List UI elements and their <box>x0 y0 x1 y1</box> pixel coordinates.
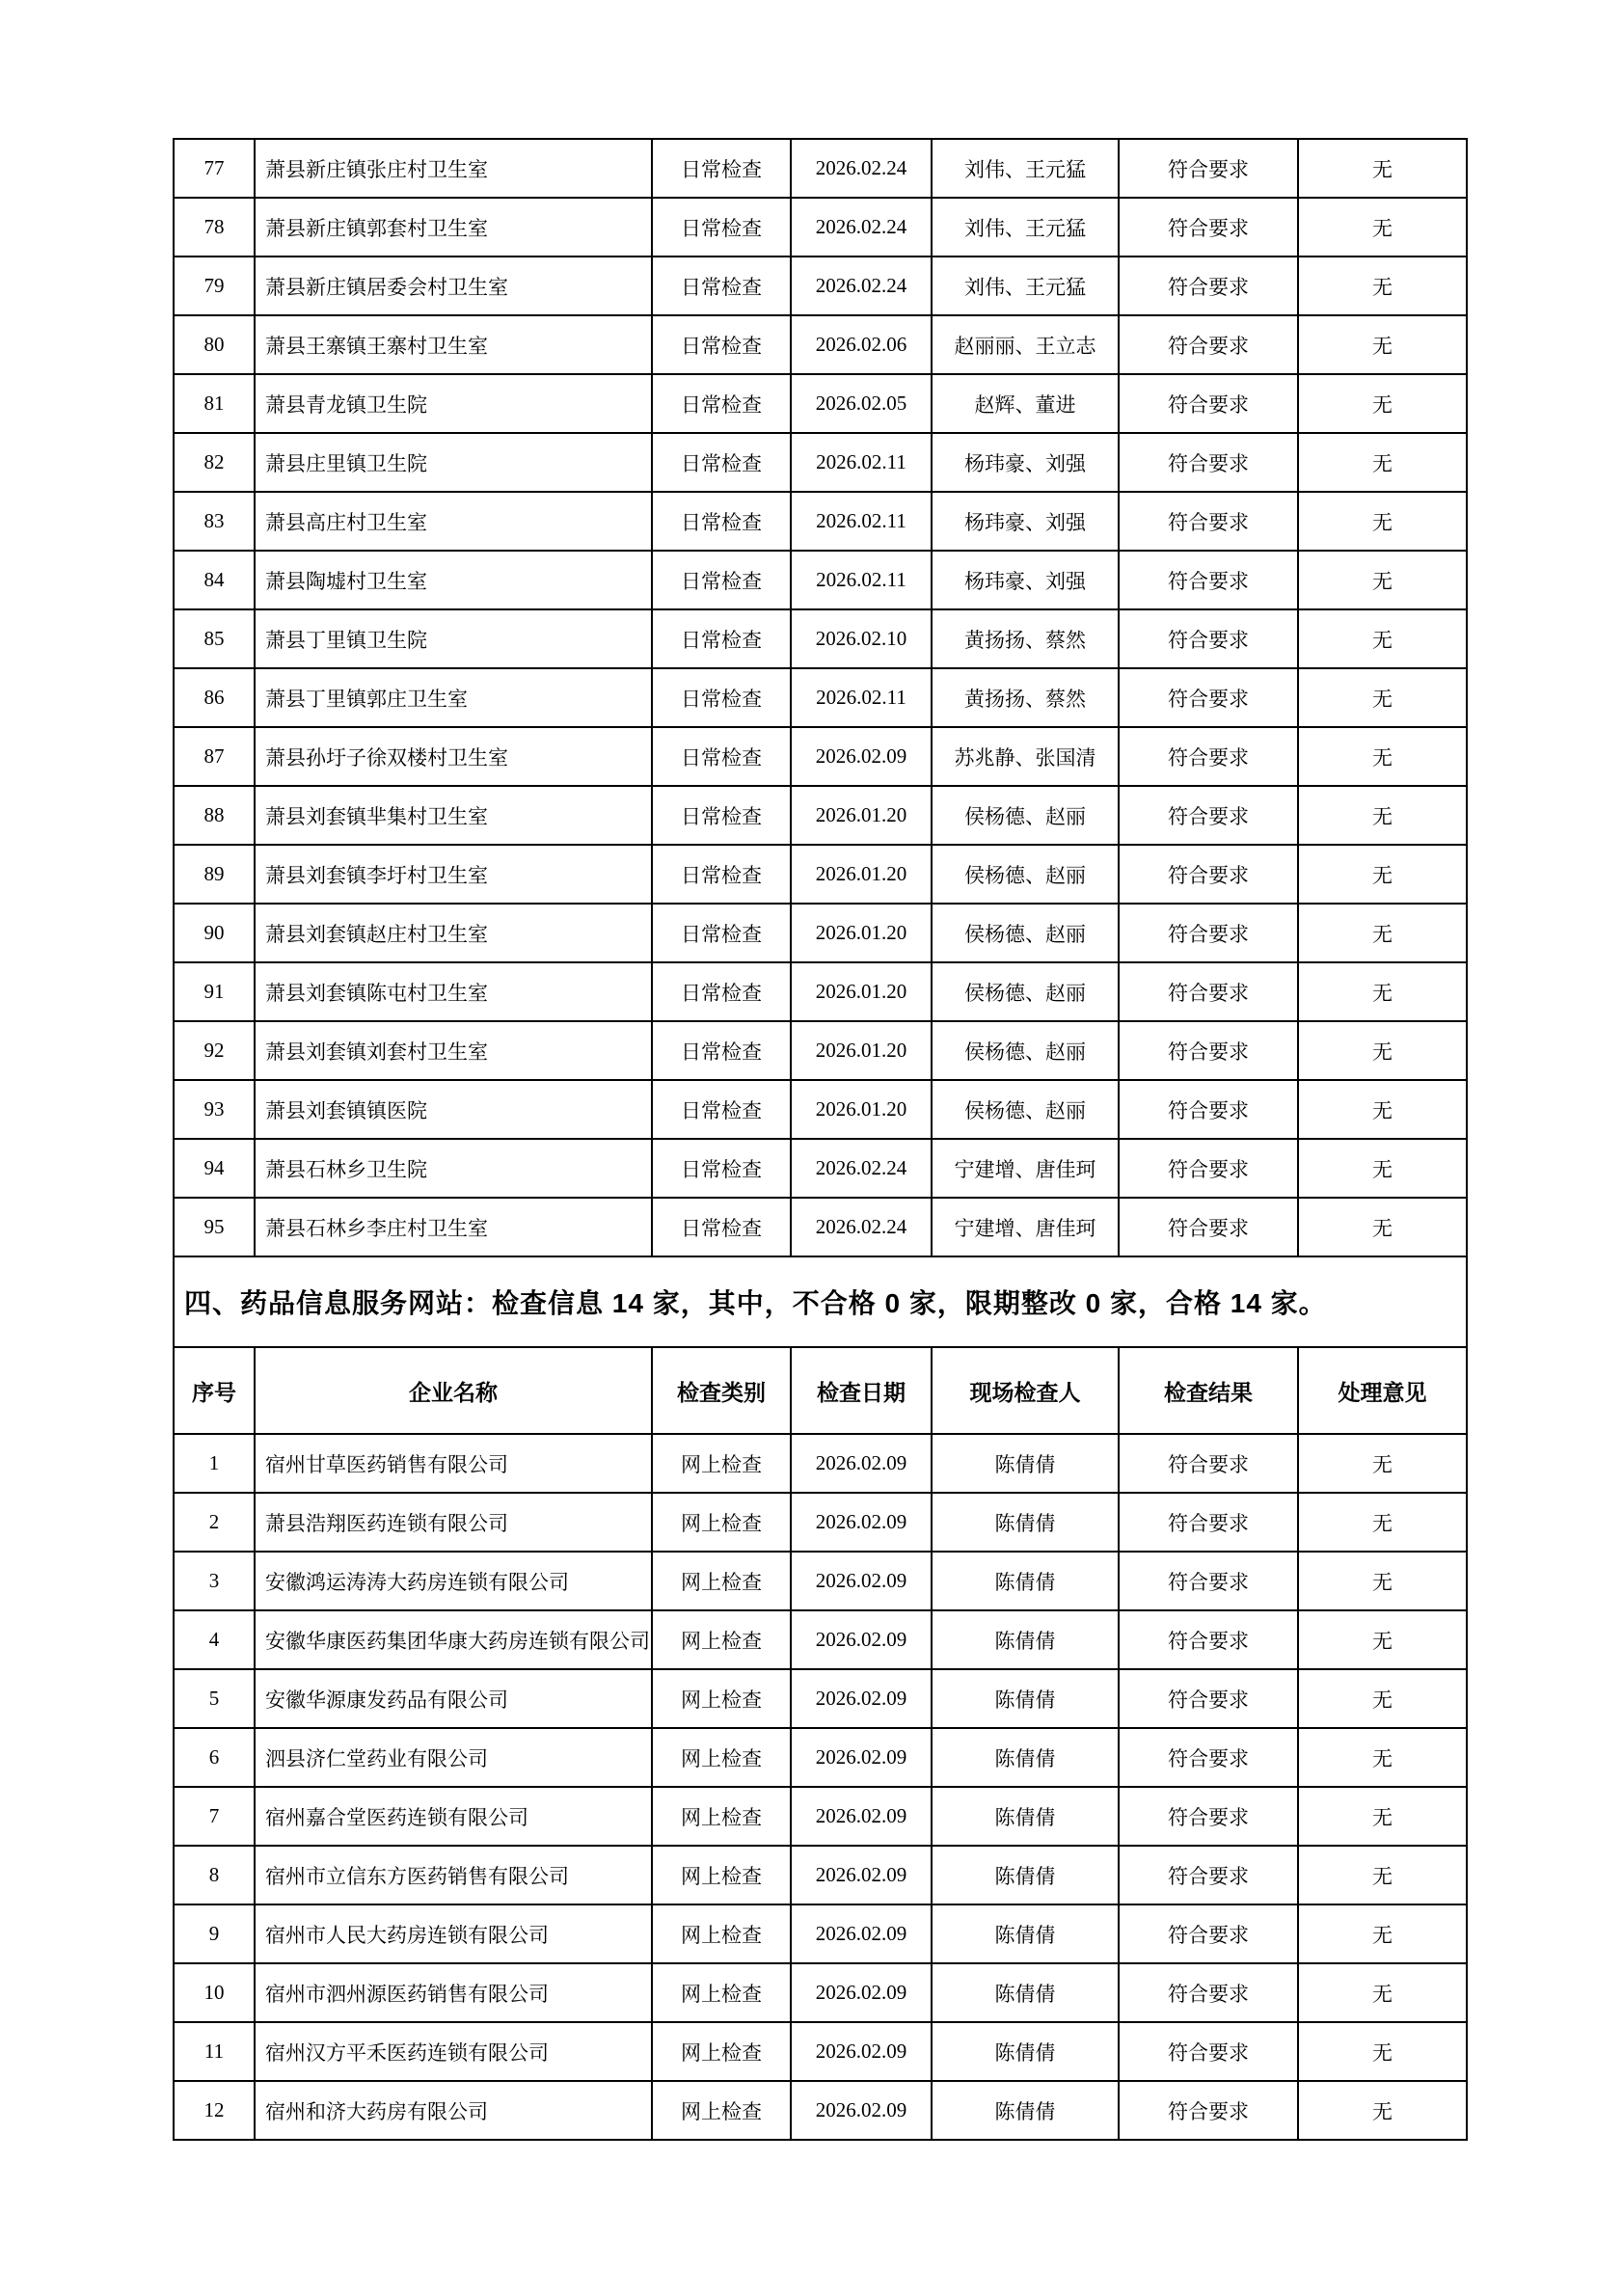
table-row <box>174 433 1467 492</box>
table-row <box>174 315 1467 374</box>
cell-inspection-date: 2026.02.11 <box>791 433 932 492</box>
cell-inspection-result: 符合要求 <box>1119 433 1298 492</box>
cell-serial-number: 80 <box>174 315 255 374</box>
cell-handling-opinion: 无 <box>1298 1552 1467 1610</box>
cell-serial-number: 92 <box>174 1021 255 1080</box>
cell-inspection-result: 符合要求 <box>1119 1434 1298 1493</box>
cell-inspection-result: 符合要求 <box>1119 845 1298 904</box>
cell-inspection-type: 日常检查 <box>652 492 791 551</box>
cell-inspection-type: 日常检查 <box>652 727 791 786</box>
header-inspection-date: 检查日期 <box>791 1347 932 1434</box>
cell-serial-number: 83 <box>174 492 255 551</box>
header-inspectors: 现场检查人 <box>932 1347 1119 1434</box>
cell-company-name: 萧县浩翔医药连锁有限公司 <box>255 1493 652 1552</box>
cell-inspection-type: 日常检查 <box>652 786 791 845</box>
table-row <box>174 962 1467 1021</box>
cell-inspectors: 刘伟、王元猛 <box>932 139 1119 198</box>
cell-inspection-date: 2026.02.09 <box>791 1552 932 1610</box>
cell-inspection-type: 日常检查 <box>652 551 791 609</box>
cell-inspection-date: 2026.01.20 <box>791 1080 932 1139</box>
cell-handling-opinion: 无 <box>1298 1963 1467 2022</box>
cell-handling-opinion: 无 <box>1298 1021 1467 1080</box>
cell-handling-opinion: 无 <box>1298 1080 1467 1139</box>
cell-inspectors: 陈倩倩 <box>932 1669 1119 1728</box>
cell-handling-opinion: 无 <box>1298 727 1467 786</box>
cell-inspection-result: 符合要求 <box>1119 2081 1298 2140</box>
cell-inspection-type: 日常检查 <box>652 1139 791 1198</box>
cell-inspection-date: 2026.02.11 <box>791 551 932 609</box>
table-row <box>174 1846 1467 1904</box>
cell-serial-number: 8 <box>174 1846 255 1904</box>
cell-inspection-result: 符合要求 <box>1119 1610 1298 1669</box>
cell-inspectors: 杨玮豪、刘强 <box>932 492 1119 551</box>
cell-inspectors: 杨玮豪、刘强 <box>932 433 1119 492</box>
cell-inspectors: 刘伟、王元猛 <box>932 198 1119 257</box>
cell-inspection-date: 2026.02.09 <box>791 2081 932 2140</box>
cell-serial-number: 89 <box>174 845 255 904</box>
cell-serial-number: 2 <box>174 1493 255 1552</box>
cell-handling-opinion: 无 <box>1298 257 1467 315</box>
cell-inspection-type: 日常检查 <box>652 1021 791 1080</box>
cell-inspection-date: 2026.02.09 <box>791 1904 932 1963</box>
cell-company-name: 宿州市泗州源医药销售有限公司 <box>255 1963 652 2022</box>
table-row <box>174 1139 1467 1198</box>
cell-handling-opinion: 无 <box>1298 1728 1467 1787</box>
cell-serial-number: 94 <box>174 1139 255 1198</box>
cell-serial-number: 85 <box>174 609 255 668</box>
cell-inspection-date: 2026.02.09 <box>791 1493 932 1552</box>
cell-handling-opinion: 无 <box>1298 1787 1467 1846</box>
cell-inspectors: 杨玮豪、刘强 <box>932 551 1119 609</box>
table-row <box>174 1610 1467 1669</box>
cell-inspectors: 苏兆静、张国清 <box>932 727 1119 786</box>
cell-serial-number: 10 <box>174 1963 255 2022</box>
cell-inspection-type: 网上检查 <box>652 1787 791 1846</box>
cell-inspection-date: 2026.02.09 <box>791 1669 932 1728</box>
cell-inspection-type: 日常检查 <box>652 962 791 1021</box>
cell-handling-opinion: 无 <box>1298 2022 1467 2081</box>
cell-inspection-type: 网上检查 <box>652 1904 791 1963</box>
cell-serial-number: 82 <box>174 433 255 492</box>
cell-inspection-result: 符合要求 <box>1119 904 1298 962</box>
cell-serial-number: 3 <box>174 1552 255 1610</box>
cell-inspection-type: 网上检查 <box>652 1552 791 1610</box>
cell-inspection-type: 日常检查 <box>652 433 791 492</box>
cell-company-name: 安徽鸿运涛涛大药房连锁有限公司 <box>255 1552 652 1610</box>
inspection-table <box>173 138 1468 2141</box>
cell-company-name: 萧县石林乡卫生院 <box>255 1139 652 1198</box>
cell-company-name: 萧县石林乡李庄村卫生室 <box>255 1198 652 1256</box>
cell-company-name: 萧县高庄村卫生室 <box>255 492 652 551</box>
cell-handling-opinion: 无 <box>1298 609 1467 668</box>
header-handling-opinion: 处理意见 <box>1298 1347 1467 1434</box>
cell-company-name: 萧县刘套镇刘套村卫生室 <box>255 1021 652 1080</box>
table-row <box>174 374 1467 433</box>
cell-company-name: 宿州市立信东方医药销售有限公司 <box>255 1846 652 1904</box>
cell-inspection-type: 日常检查 <box>652 374 791 433</box>
cell-serial-number: 81 <box>174 374 255 433</box>
cell-company-name: 萧县丁里镇卫生院 <box>255 609 652 668</box>
cell-inspectors: 陈倩倩 <box>932 1552 1119 1610</box>
cell-handling-opinion: 无 <box>1298 1139 1467 1198</box>
cell-serial-number: 77 <box>174 139 255 198</box>
cell-inspectors: 陈倩倩 <box>932 1728 1119 1787</box>
cell-serial-number: 84 <box>174 551 255 609</box>
cell-inspection-date: 2026.02.24 <box>791 1198 932 1256</box>
table-row <box>174 2081 1467 2140</box>
cell-company-name: 宿州嘉合堂医药连锁有限公司 <box>255 1787 652 1846</box>
cell-inspectors: 黄扬扬、蔡然 <box>932 609 1119 668</box>
table-row <box>174 1963 1467 2022</box>
cell-inspection-type: 日常检查 <box>652 1198 791 1256</box>
cell-handling-opinion: 无 <box>1298 962 1467 1021</box>
cell-inspectors: 刘伟、王元猛 <box>932 257 1119 315</box>
cell-inspection-type: 网上检查 <box>652 1493 791 1552</box>
table-row <box>174 1787 1467 1846</box>
cell-serial-number: 95 <box>174 1198 255 1256</box>
cell-inspection-result: 符合要求 <box>1119 1904 1298 1963</box>
cell-inspection-result: 符合要求 <box>1119 139 1298 198</box>
header-company-name: 企业名称 <box>255 1347 652 1434</box>
cell-inspectors: 陈倩倩 <box>932 1434 1119 1493</box>
cell-inspection-result: 符合要求 <box>1119 198 1298 257</box>
cell-handling-opinion: 无 <box>1298 845 1467 904</box>
cell-handling-opinion: 无 <box>1298 786 1467 845</box>
cell-inspectors: 侯杨德、赵丽 <box>932 1080 1119 1139</box>
cell-handling-opinion: 无 <box>1298 198 1467 257</box>
cell-inspection-result: 符合要求 <box>1119 315 1298 374</box>
cell-inspection-date: 2026.02.11 <box>791 668 932 727</box>
cell-serial-number: 90 <box>174 904 255 962</box>
cell-inspectors: 陈倩倩 <box>932 1904 1119 1963</box>
cell-company-name: 萧县丁里镇郭庄卫生室 <box>255 668 652 727</box>
cell-inspection-date: 2026.02.24 <box>791 139 932 198</box>
cell-inspection-result: 符合要求 <box>1119 727 1298 786</box>
cell-serial-number: 12 <box>174 2081 255 2140</box>
cell-inspection-date: 2026.01.20 <box>791 904 932 962</box>
cell-inspection-date: 2026.02.24 <box>791 1139 932 1198</box>
cell-inspection-type: 日常检查 <box>652 668 791 727</box>
cell-serial-number: 1 <box>174 1434 255 1493</box>
table-row <box>174 1904 1467 1963</box>
cell-company-name: 宿州市人民大药房连锁有限公司 <box>255 1904 652 1963</box>
cell-serial-number: 87 <box>174 727 255 786</box>
cell-inspection-date: 2026.02.09 <box>791 1787 932 1846</box>
cell-handling-opinion: 无 <box>1298 492 1467 551</box>
cell-company-name: 萧县青龙镇卫生院 <box>255 374 652 433</box>
section-heading-row <box>174 1256 1467 1347</box>
table-row <box>174 1021 1467 1080</box>
cell-inspectors: 陈倩倩 <box>932 1963 1119 2022</box>
cell-inspectors: 陈倩倩 <box>932 1787 1119 1846</box>
cell-inspection-date: 2026.01.20 <box>791 786 932 845</box>
cell-inspectors: 陈倩倩 <box>932 1610 1119 1669</box>
cell-handling-opinion: 无 <box>1298 551 1467 609</box>
cell-inspectors: 侯杨德、赵丽 <box>932 845 1119 904</box>
table-row <box>174 845 1467 904</box>
cell-serial-number: 91 <box>174 962 255 1021</box>
cell-inspection-result: 符合要求 <box>1119 1787 1298 1846</box>
cell-serial-number: 6 <box>174 1728 255 1787</box>
cell-inspection-date: 2026.02.09 <box>791 1728 932 1787</box>
cell-inspection-date: 2026.02.09 <box>791 2022 932 2081</box>
cell-company-name: 萧县孙圩子徐双楼村卫生室 <box>255 727 652 786</box>
cell-inspection-date: 2026.02.11 <box>791 492 932 551</box>
cell-inspection-date: 2026.02.09 <box>791 1846 932 1904</box>
cell-company-name: 宿州和济大药房有限公司 <box>255 2081 652 2140</box>
cell-inspection-type: 日常检查 <box>652 257 791 315</box>
cell-handling-opinion: 无 <box>1298 1198 1467 1256</box>
cell-company-name: 萧县陶墟村卫生室 <box>255 551 652 609</box>
cell-inspection-result: 符合要求 <box>1119 374 1298 433</box>
cell-inspection-type: 日常检查 <box>652 139 791 198</box>
cell-inspectors: 宁建增、唐佳珂 <box>932 1198 1119 1256</box>
cell-inspection-date: 2026.02.05 <box>791 374 932 433</box>
cell-company-name: 萧县新庄镇张庄村卫生室 <box>255 139 652 198</box>
cell-inspection-date: 2026.02.09 <box>791 1610 932 1669</box>
cell-handling-opinion: 无 <box>1298 668 1467 727</box>
cell-inspection-type: 日常检查 <box>652 315 791 374</box>
cell-company-name: 萧县刘套镇李圩村卫生室 <box>255 845 652 904</box>
cell-inspection-result: 符合要求 <box>1119 1728 1298 1787</box>
cell-company-name: 萧县刘套镇芈集村卫生室 <box>255 786 652 845</box>
table-row <box>174 1198 1467 1256</box>
header-serial-number: 序号 <box>174 1347 255 1434</box>
cell-inspectors: 陈倩倩 <box>932 2022 1119 2081</box>
table-row <box>174 2022 1467 2081</box>
cell-inspection-type: 网上检查 <box>652 2022 791 2081</box>
header-inspection-result: 检查结果 <box>1119 1347 1298 1434</box>
cell-serial-number: 79 <box>174 257 255 315</box>
cell-handling-opinion: 无 <box>1298 904 1467 962</box>
cell-inspection-result: 符合要求 <box>1119 668 1298 727</box>
cell-serial-number: 11 <box>174 2022 255 2081</box>
table2-header-row <box>174 1347 1467 1434</box>
cell-handling-opinion: 无 <box>1298 315 1467 374</box>
table-row <box>174 1669 1467 1728</box>
section-and-header <box>174 1256 1467 1434</box>
cell-handling-opinion: 无 <box>1298 2081 1467 2140</box>
cell-inspectors: 黄扬扬、蔡然 <box>932 668 1119 727</box>
cell-inspection-result: 符合要求 <box>1119 551 1298 609</box>
table-row <box>174 1434 1467 1493</box>
cell-inspection-result: 符合要求 <box>1119 2022 1298 2081</box>
cell-serial-number: 86 <box>174 668 255 727</box>
cell-inspection-result: 符合要求 <box>1119 1552 1298 1610</box>
cell-handling-opinion: 无 <box>1298 433 1467 492</box>
table1-body <box>174 139 1467 1256</box>
table-row <box>174 257 1467 315</box>
cell-serial-number: 7 <box>174 1787 255 1846</box>
header-inspection-type: 检查类别 <box>652 1347 791 1434</box>
cell-inspection-result: 符合要求 <box>1119 1963 1298 2022</box>
cell-inspection-date: 2026.02.06 <box>791 315 932 374</box>
cell-inspection-result: 符合要求 <box>1119 962 1298 1021</box>
table-row <box>174 1728 1467 1787</box>
cell-inspection-date: 2026.02.09 <box>791 1963 932 2022</box>
cell-company-name: 萧县刘套镇陈屯村卫生室 <box>255 962 652 1021</box>
cell-company-name: 萧县刘套镇镇医院 <box>255 1080 652 1139</box>
cell-inspection-result: 符合要求 <box>1119 1846 1298 1904</box>
cell-handling-opinion: 无 <box>1298 139 1467 198</box>
table-row <box>174 904 1467 962</box>
cell-handling-opinion: 无 <box>1298 1846 1467 1904</box>
cell-inspection-result: 符合要求 <box>1119 1493 1298 1552</box>
cell-handling-opinion: 无 <box>1298 1610 1467 1669</box>
table-row <box>174 786 1467 845</box>
cell-serial-number: 88 <box>174 786 255 845</box>
cell-inspection-type: 网上检查 <box>652 2081 791 2140</box>
cell-inspectors: 陈倩倩 <box>932 2081 1119 2140</box>
cell-inspectors: 陈倩倩 <box>932 1493 1119 1552</box>
cell-inspectors: 侯杨德、赵丽 <box>932 904 1119 962</box>
cell-inspection-result: 符合要求 <box>1119 1021 1298 1080</box>
cell-company-name: 萧县庄里镇卫生院 <box>255 433 652 492</box>
cell-inspection-date: 2026.02.24 <box>791 257 932 315</box>
cell-inspection-type: 网上检查 <box>652 1963 791 2022</box>
cell-company-name: 萧县新庄镇居委会村卫生室 <box>255 257 652 315</box>
table-row <box>174 139 1467 198</box>
table-row <box>174 492 1467 551</box>
cell-company-name: 宿州汉方平禾医药连锁有限公司 <box>255 2022 652 2081</box>
cell-company-name: 泗县济仁堂药业有限公司 <box>255 1728 652 1787</box>
cell-inspection-type: 网上检查 <box>652 1434 791 1493</box>
cell-inspection-result: 符合要求 <box>1119 257 1298 315</box>
cell-inspection-date: 2026.01.20 <box>791 962 932 1021</box>
cell-handling-opinion: 无 <box>1298 1669 1467 1728</box>
cell-inspectors: 宁建增、唐佳珂 <box>932 1139 1119 1198</box>
cell-inspection-result: 符合要求 <box>1119 786 1298 845</box>
table-row <box>174 609 1467 668</box>
cell-inspection-type: 日常检查 <box>652 904 791 962</box>
cell-inspection-type: 网上检查 <box>652 1728 791 1787</box>
cell-inspection-type: 日常检查 <box>652 1080 791 1139</box>
table-row <box>174 727 1467 786</box>
cell-inspection-date: 2026.01.20 <box>791 1021 932 1080</box>
cell-serial-number: 9 <box>174 1904 255 1963</box>
cell-inspection-result: 符合要求 <box>1119 1669 1298 1728</box>
table2-body <box>174 1434 1467 2140</box>
cell-inspection-type: 日常检查 <box>652 198 791 257</box>
cell-inspection-date: 2026.02.09 <box>791 727 932 786</box>
cell-company-name: 宿州甘草医药销售有限公司 <box>255 1434 652 1493</box>
cell-company-name: 萧县刘套镇赵庄村卫生室 <box>255 904 652 962</box>
cell-inspection-result: 符合要求 <box>1119 492 1298 551</box>
cell-inspection-date: 2026.02.10 <box>791 609 932 668</box>
cell-serial-number: 78 <box>174 198 255 257</box>
cell-inspectors: 侯杨德、赵丽 <box>932 962 1119 1021</box>
cell-inspectors: 侯杨德、赵丽 <box>932 786 1119 845</box>
cell-inspection-result: 符合要求 <box>1119 1139 1298 1198</box>
cell-inspectors: 侯杨德、赵丽 <box>932 1021 1119 1080</box>
table-row <box>174 668 1467 727</box>
cell-inspection-type: 网上检查 <box>652 1610 791 1669</box>
cell-inspection-date: 2026.02.09 <box>791 1434 932 1493</box>
cell-inspection-result: 符合要求 <box>1119 1080 1298 1139</box>
cell-inspection-type: 网上检查 <box>652 1669 791 1728</box>
cell-inspection-date: 2026.02.24 <box>791 198 932 257</box>
cell-inspection-date: 2026.01.20 <box>791 845 932 904</box>
cell-inspection-type: 网上检查 <box>652 1846 791 1904</box>
cell-inspection-type: 日常检查 <box>652 845 791 904</box>
cell-inspection-result: 符合要求 <box>1119 1198 1298 1256</box>
cell-handling-opinion: 无 <box>1298 1904 1467 1963</box>
cell-company-name: 萧县王寨镇王寨村卫生室 <box>255 315 652 374</box>
cell-handling-opinion: 无 <box>1298 1434 1467 1493</box>
cell-company-name: 萧县新庄镇郭套村卫生室 <box>255 198 652 257</box>
table-row <box>174 1552 1467 1610</box>
table-row <box>174 198 1467 257</box>
cell-inspectors: 赵辉、董进 <box>932 374 1119 433</box>
cell-inspection-result: 符合要求 <box>1119 609 1298 668</box>
cell-company-name: 安徽华康医药集团华康大药房连锁有限公司 <box>255 1610 652 1669</box>
cell-handling-opinion: 无 <box>1298 374 1467 433</box>
cell-inspection-type: 日常检查 <box>652 609 791 668</box>
cell-handling-opinion: 无 <box>1298 1493 1467 1552</box>
section-heading: 四、药品信息服务网站：检查信息 14 家，其中，不合格 0 家，限期整改 0 家，合格 14 家。 <box>174 1256 1467 1347</box>
cell-serial-number: 93 <box>174 1080 255 1139</box>
cell-inspectors: 陈倩倩 <box>932 1846 1119 1904</box>
cell-serial-number: 5 <box>174 1669 255 1728</box>
cell-inspectors: 赵丽丽、王立志 <box>932 315 1119 374</box>
cell-serial-number: 4 <box>174 1610 255 1669</box>
cell-company-name: 安徽华源康发药品有限公司 <box>255 1669 652 1728</box>
table-row <box>174 551 1467 609</box>
table-row <box>174 1080 1467 1139</box>
table-row <box>174 1493 1467 1552</box>
